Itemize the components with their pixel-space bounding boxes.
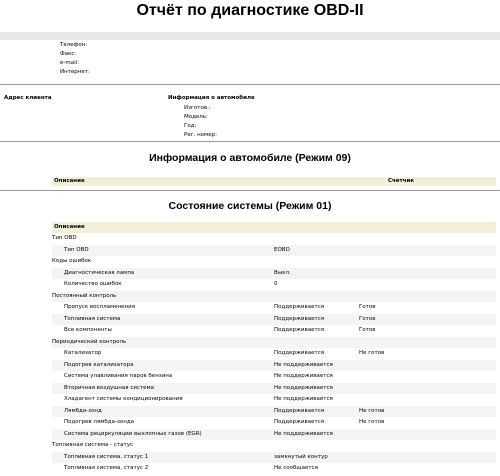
row-label: Хладагент системы кондиционирования bbox=[64, 396, 183, 402]
row-value: Поддерживается bbox=[274, 327, 325, 333]
row-value: Не поддерживается bbox=[274, 430, 333, 437]
row-label: Пропуск воспламенения bbox=[64, 304, 136, 310]
contact-block bbox=[60, 41, 90, 77]
row-status: Не готов bbox=[359, 407, 385, 414]
row-label: Топливная система, статус 2 bbox=[64, 465, 149, 471]
manufacturer-label: Изготов.: bbox=[184, 105, 211, 111]
row-value: Выкл. bbox=[274, 269, 291, 276]
row-status: Готов bbox=[359, 315, 376, 322]
table-row bbox=[52, 291, 496, 303]
table-row bbox=[52, 360, 496, 372]
table-row bbox=[52, 452, 496, 464]
report-title: Отчёт по диагностике OBD-II bbox=[136, 2, 364, 19]
row-label: Система улавливания паров бензина bbox=[64, 373, 173, 379]
mode09-col-description: Описание bbox=[54, 178, 85, 184]
table-row bbox=[52, 245, 496, 257]
fax-label: Факс: bbox=[60, 51, 77, 57]
row-value: EOBD bbox=[274, 246, 290, 253]
header-bar bbox=[0, 32, 500, 40]
row-label: Все компоненты bbox=[64, 327, 112, 333]
mode09-table-header bbox=[52, 177, 496, 186]
table-row bbox=[52, 314, 496, 326]
mode09-title: Информация о автомобиле (Режим 09) bbox=[149, 152, 351, 164]
mode01-table bbox=[52, 222, 496, 475]
mode01-table-header bbox=[52, 222, 496, 233]
row-value: замкнутый контур bbox=[274, 453, 328, 460]
vehicle-fields bbox=[184, 104, 217, 140]
phone-label: Телефон: bbox=[60, 42, 88, 48]
row-value: 0 bbox=[274, 281, 278, 287]
row-value: Не поддерживается bbox=[274, 373, 333, 379]
reg-number-label: Рег. номер: bbox=[184, 132, 217, 138]
row-value: Поддерживается bbox=[274, 419, 325, 425]
row-label: Диагностическая лампа bbox=[64, 269, 135, 276]
row-value: Поддерживается bbox=[274, 304, 325, 310]
divider bbox=[0, 190, 500, 191]
table-row bbox=[52, 394, 496, 406]
model-label: Модель: bbox=[184, 114, 208, 120]
row-label: Тип OBD bbox=[64, 246, 89, 253]
table-row bbox=[52, 417, 496, 429]
row-label: Тип OBD bbox=[52, 235, 77, 241]
row-status: Не готов bbox=[359, 350, 385, 356]
row-label: Подогрев катализатора bbox=[64, 361, 134, 368]
table-row bbox=[52, 348, 496, 360]
row-label: Вторичная воздушная система bbox=[64, 384, 155, 391]
row-label: Топливная система bbox=[64, 315, 121, 322]
row-value: Поддерживается bbox=[274, 407, 325, 414]
table-row bbox=[52, 383, 496, 395]
row-value: Поддерживается bbox=[274, 350, 325, 356]
internet-label: Интернет: bbox=[60, 69, 90, 75]
row-status: Готов bbox=[359, 327, 376, 333]
row-status: Готов bbox=[359, 304, 376, 310]
row-label: Лямбда-зонд bbox=[64, 407, 102, 414]
table-row bbox=[52, 429, 496, 441]
divider bbox=[0, 84, 500, 85]
row-value: Не поддерживается bbox=[274, 384, 333, 391]
table-row bbox=[52, 279, 496, 291]
row-label: Коды ошибок bbox=[52, 258, 92, 264]
row-label: Топливная система - статус bbox=[52, 442, 133, 448]
mode09-col-counter: Счетчик bbox=[388, 178, 415, 184]
table-row bbox=[52, 302, 496, 314]
row-status: Не готов bbox=[359, 419, 385, 425]
mode01-col-description: Описание bbox=[54, 224, 85, 230]
table-row bbox=[52, 325, 496, 337]
row-label: Катализатор bbox=[64, 350, 102, 356]
row-label: Топливная система, статус 1 bbox=[64, 453, 149, 460]
table-row bbox=[52, 268, 496, 280]
email-label: e-mail: bbox=[60, 60, 80, 66]
row-value: Поддерживается bbox=[274, 315, 325, 322]
table-row bbox=[52, 463, 496, 475]
client-address-label: Адрес клиента bbox=[4, 95, 52, 101]
row-label: Периодический контроль bbox=[52, 338, 127, 345]
divider bbox=[0, 141, 500, 142]
table-row bbox=[52, 371, 496, 383]
row-value: Не сообщается bbox=[274, 465, 318, 471]
row-label: Система рециркуляции выхлопных газов (EGR) bbox=[64, 430, 202, 437]
table-row bbox=[52, 256, 496, 268]
row-label: Количество ошибок bbox=[64, 281, 122, 287]
row-value: Не поддерживается bbox=[274, 361, 333, 368]
table-row bbox=[52, 233, 496, 245]
mode01-title: Состояние системы (Режим 01) bbox=[168, 200, 332, 212]
row-label: Постоянный контроль bbox=[52, 292, 117, 299]
row-value: Не поддерживается bbox=[274, 396, 333, 402]
year-label: Год: bbox=[184, 123, 197, 129]
table-row bbox=[52, 406, 496, 418]
row-label: Подогрев лямбда-зонда bbox=[64, 419, 135, 425]
vehicle-info-label: Информация о автомобиле bbox=[168, 95, 255, 101]
table-row bbox=[52, 337, 496, 349]
table-row bbox=[52, 440, 496, 452]
